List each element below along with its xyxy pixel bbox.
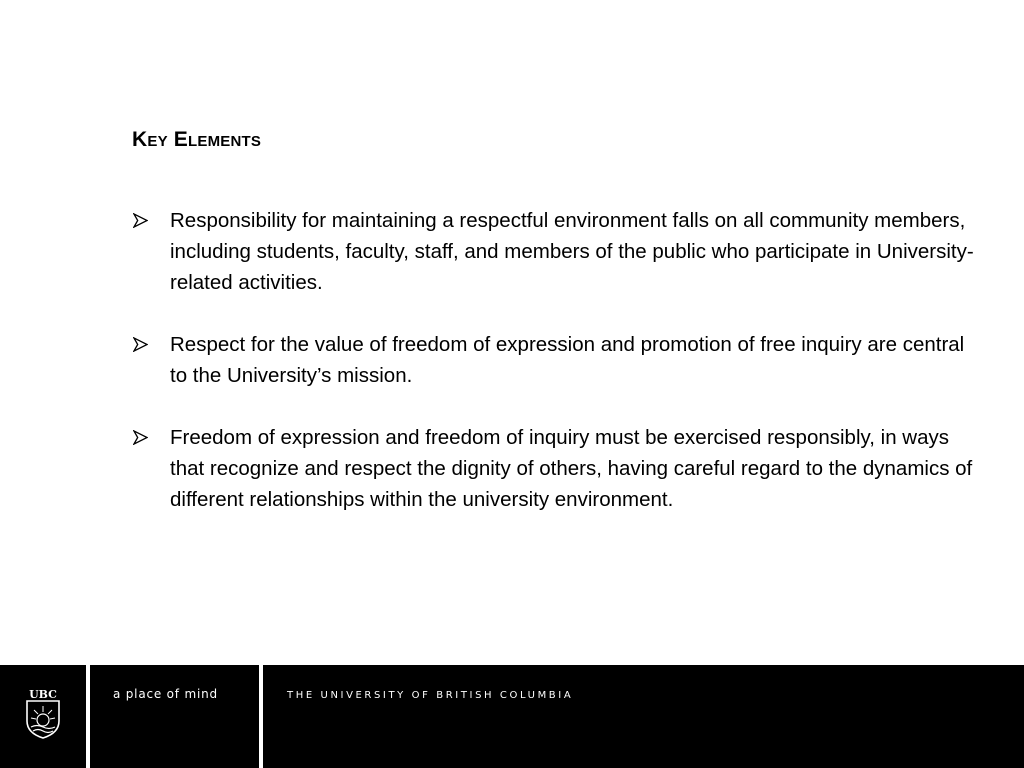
arrow-bullet-icon (133, 337, 148, 352)
footer-divider (86, 665, 90, 768)
bullet-text: Responsibility for maintaining a respectful environment falls on all community members, including students, faculty, staff, and members of the public who participate in University-related activities. (170, 209, 974, 294)
bullet-list (132, 205, 982, 546)
footer-divider (259, 665, 263, 768)
university-name: THE UNIVERSITY OF BRITISH COLUMBIA (287, 690, 574, 701)
tagline: a place of mind (113, 687, 218, 701)
bullet-text: Respect for the value of freedom of expression and promotion of free inquiry are central to the University’s mission. (170, 333, 965, 387)
bullet-item (132, 422, 982, 515)
bullet-item (132, 329, 982, 391)
slide-title: Key Elements (132, 128, 262, 151)
footer-bar (0, 665, 1024, 768)
bullet-item (132, 205, 982, 298)
ubc-crest-icon (25, 687, 61, 739)
arrow-bullet-icon (133, 213, 148, 228)
bullet-text: Freedom of expression and freedom of inquiry must be exercised responsibly, in ways that recognize and respect the dignity of others, having careful regard to the dynamics of different relationships within the university environment. (170, 426, 973, 511)
svg-text:UBC: UBC (29, 688, 57, 701)
arrow-bullet-icon (133, 430, 148, 445)
